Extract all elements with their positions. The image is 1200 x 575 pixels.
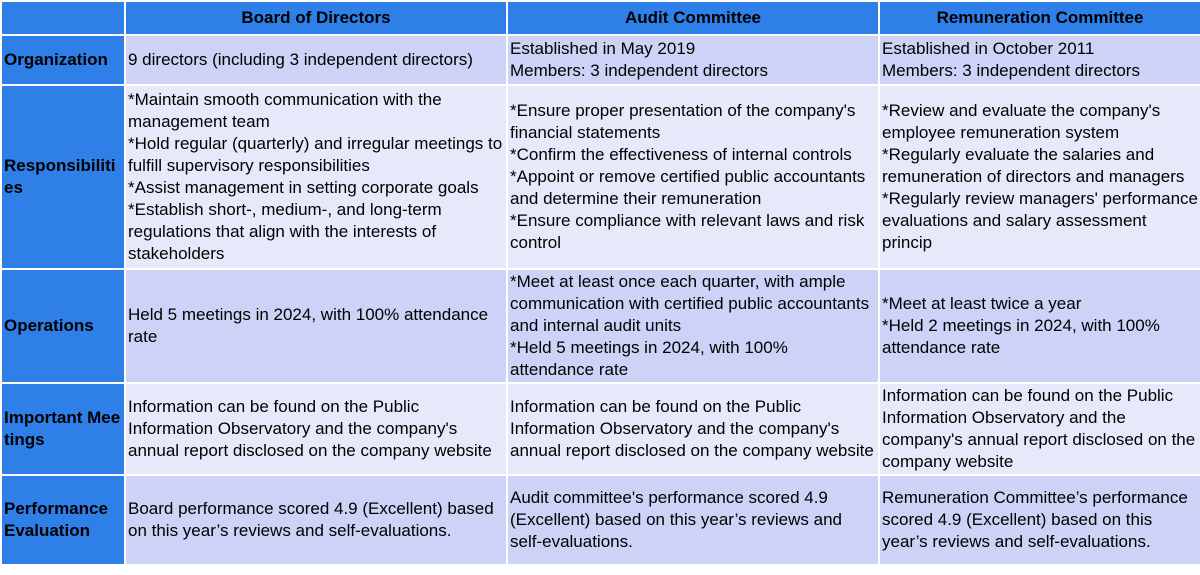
cell-text-line: Members: 3 independent directors: [510, 61, 768, 80]
cell-text-line: *Hold regular (quarterly) and irregular meetings to fulfill supervisory responsibilities: [128, 134, 503, 175]
cell-text-line: *Establish short-, medium-, and long-term regulations that align with the interests of stakeholders: [128, 200, 442, 263]
cell-text-line: Held 5 meetings in 2024, with 100% attendance rate: [128, 305, 489, 346]
cell-text-line: *Confirm the effectiveness of internal controls: [510, 145, 852, 164]
cell-text-line: *Meet at least once each quarter, with ample communication with certified public accountants and internal audit units: [510, 272, 870, 335]
cell-text-line: *Appoint or remove certified public accountants and determine their remuneration: [510, 167, 866, 208]
row-header-important-meetings: Important Meetings: [1, 383, 125, 475]
cell-text-line: Established in October 2011: [882, 39, 1095, 58]
cell-text-line: Board performance scored 4.9 (Excellent) based on this year’s reviews and self-evaluations.: [128, 499, 494, 540]
table-cell: [507, 85, 879, 269]
column-header-remuneration: Remuneration Committee: [879, 1, 1200, 35]
table-row-important-meetings: [1, 383, 1200, 475]
table-cell: [125, 475, 507, 565]
table-row-organization: [1, 35, 1200, 85]
cell-text-line: Remuneration Committee’s performance scored 4.9 (Excellent) based on this year’s reviews and self-evaluations.: [882, 488, 1188, 551]
table-cell: [879, 475, 1200, 565]
table-cell: [507, 475, 879, 565]
table-row-responsibilities: [1, 85, 1200, 269]
cell-text-line: Information can be found on the Public Information Observatory and the company's annual report disclosed on the company website: [882, 386, 1196, 471]
table-cell: [507, 269, 879, 383]
row-header-performance-evaluation: Performance Evaluation: [1, 475, 125, 565]
table-row-operations: [1, 269, 1200, 383]
column-header-audit: Audit Committee: [507, 1, 879, 35]
table-cell: [507, 35, 879, 85]
corner-cell: [1, 1, 125, 35]
cell-text-line: *Ensure proper presentation of the company's financial statements: [510, 101, 856, 142]
cell-text-line: *Regularly evaluate the salaries and remuneration of directors and managers: [882, 145, 1185, 186]
table-body: [1, 35, 1200, 565]
cell-text-line: Information can be found on the Public Information Observatory and the company's annual report disclosed on the company website: [510, 397, 874, 460]
row-header-operations: Operations: [1, 269, 125, 383]
cell-text-line: Information can be found on the Public Information Observatory and the company's annual report disclosed on the company website: [128, 397, 492, 460]
cell-text-line: Established in May 2019: [510, 39, 696, 58]
table-cell: [125, 85, 507, 269]
table-cell: [125, 383, 507, 475]
cell-text-line: *Meet at least twice a year: [882, 294, 1082, 313]
cell-text-line: Audit committee's performance scored 4.9 (Excellent) based on this year’s reviews and self-evaluations.: [510, 488, 842, 551]
cell-text-line: Members: 3 independent directors: [882, 61, 1140, 80]
table-cell: [879, 269, 1200, 383]
cell-text-line: *Held 5 meetings in 2024, with 100% attendance rate: [510, 338, 788, 379]
table-row-performance-evaluation: [1, 475, 1200, 565]
table-cell: [507, 383, 879, 475]
cell-text-line: *Maintain smooth communication with the management team: [128, 90, 442, 131]
cell-text-line: *Regularly review managers' performance evaluations and salary assessment princip: [882, 189, 1198, 252]
cell-text-line: 9 directors (including 3 independent directors): [128, 50, 473, 69]
table-header-row: [1, 1, 1200, 35]
row-header-organization: Organization: [1, 35, 125, 85]
cell-text-line: *Ensure compliance with relevant laws and risk control: [510, 211, 865, 252]
cell-text-line: *Assist management in setting corporate goals: [128, 178, 479, 197]
table-cell: [879, 85, 1200, 269]
cell-text-line: *Review and evaluate the company's employee remuneration system: [882, 101, 1161, 142]
table-cell: [879, 35, 1200, 85]
column-header-board: Board of Directors: [125, 1, 507, 35]
table-cell: [125, 269, 507, 383]
cell-text-line: *Held 2 meetings in 2024, with 100% attendance rate: [882, 316, 1160, 357]
table-cell: [879, 383, 1200, 475]
table-cell: [125, 35, 507, 85]
row-header-responsibilities: Responsibilities: [1, 85, 125, 269]
